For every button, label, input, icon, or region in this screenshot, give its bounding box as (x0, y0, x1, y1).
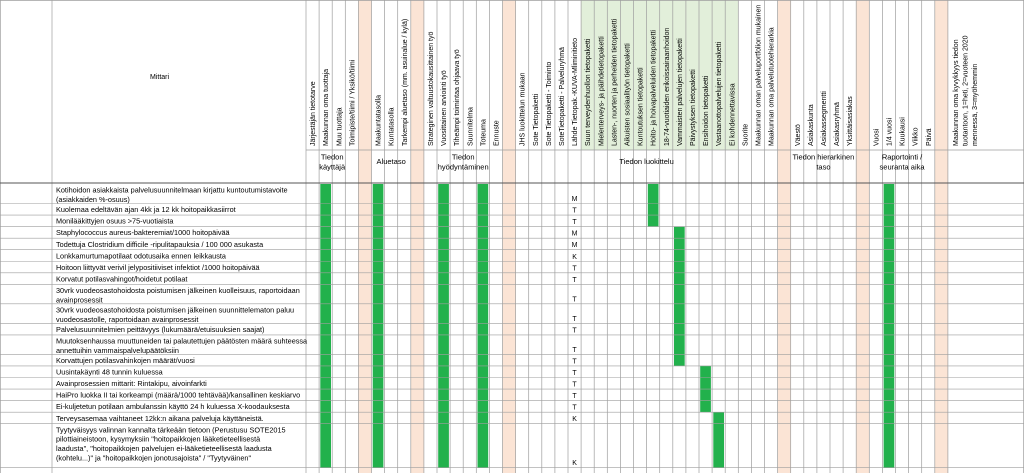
column-header-label: Maakunnan oma palvelutuotehierarkia (768, 27, 776, 146)
green-cell (674, 273, 685, 285)
column-header-label: Mielenterveys- ja päihdetietopaketti (598, 36, 606, 146)
column-header-label: Toteuma (480, 119, 488, 146)
row-label: HaiPro luokka II tai korkeampi (määrä/1000 tehtävää)/kansallinen keskiarvo (56, 390, 301, 400)
green-cell (438, 412, 449, 424)
green-cell (478, 378, 489, 390)
green-cell (884, 238, 895, 250)
green-cell (674, 261, 685, 273)
green-cell (884, 424, 895, 468)
green-cell (320, 227, 331, 239)
row-label: 30vrk vuodeosastohoidosta poistumisen jälkeinen kuolleisuus, raportoidaan (56, 285, 300, 295)
green-cell (320, 354, 331, 366)
column-background (856, 0, 869, 473)
green-cell (884, 204, 895, 216)
green-cell (438, 238, 449, 250)
source-mark: T (572, 404, 577, 412)
green-cell (648, 215, 659, 227)
column-header-label: Väestö (794, 124, 802, 146)
column-header-label: Suunnitelma (467, 107, 475, 146)
source-mark: M (571, 242, 578, 250)
source-mark: T (572, 393, 577, 401)
green-cell (320, 424, 331, 468)
table-row (56, 425, 286, 462)
group-label-line: Tiedon hierarkinen (792, 152, 855, 162)
green-cell (884, 215, 895, 227)
row-label: Korvattujen potilasvahinkojen määrät/vuosi (56, 356, 195, 365)
green-cell (373, 366, 384, 378)
green-cell (700, 389, 711, 401)
green-cell (373, 412, 384, 424)
green-cell (320, 238, 331, 250)
green-cell (674, 335, 685, 355)
green-cell (478, 204, 489, 216)
group-label (619, 157, 673, 166)
green-cell (884, 389, 895, 401)
green-cell (884, 273, 895, 285)
column-header-label: Kuukausi (899, 117, 907, 146)
source-mark: T (572, 346, 577, 354)
column-background (778, 0, 791, 473)
green-cell (478, 366, 489, 378)
row-label: Lonkkamurtumapotilaat odotusaika ennen leikkausta (56, 251, 226, 261)
green-cell (320, 366, 331, 378)
table-row (56, 368, 164, 377)
group-label (319, 153, 346, 172)
green-cell (320, 335, 331, 355)
row-label: Avainprosessien mittarit: Rintakipu, aivoinfarkti (56, 379, 207, 389)
source-mark: K (572, 416, 577, 424)
green-cell (373, 304, 384, 324)
column-background (935, 0, 948, 473)
green-cell (648, 184, 659, 204)
green-cell (438, 215, 449, 227)
row-label: pilottiaineistoon, kysymyksiin "hoitopaikkojen lääketieteellisestä (56, 434, 261, 444)
source-mark: K (572, 460, 577, 468)
green-cell (478, 412, 489, 424)
green-cell (884, 378, 895, 390)
green-cell (884, 401, 895, 413)
green-cell (373, 354, 384, 366)
green-cell (674, 250, 685, 262)
table-row (56, 240, 264, 249)
green-cell (478, 238, 489, 250)
green-cell (478, 323, 489, 335)
group-label-line: Aluetaso (376, 157, 406, 166)
green-cell (478, 227, 489, 239)
green-cell (373, 389, 384, 401)
column-header-label: SoteTietopaketti - Palveluryhmä (558, 47, 566, 146)
green-cell (373, 261, 384, 273)
green-cell (320, 261, 331, 273)
column-header-label: Vuosi (873, 128, 881, 146)
row-label: Palvelusuunnitelmien peittävyys (lukumäärä/etuisuuksien saajat) (56, 324, 265, 334)
table-row (56, 186, 288, 204)
source-mark: T (572, 296, 577, 304)
green-cell (438, 227, 449, 239)
group-label-line: Tiedon luokittelu (619, 157, 674, 166)
row-label: Korvatut potilasvahingot/hoidetut potilaat (56, 274, 188, 284)
row-label: Staphylococcus aureus-bakteremiat/1000 hoitopäivää (56, 228, 230, 238)
column-header-label: Maakuntatasolla (375, 95, 383, 146)
green-cell (373, 238, 384, 250)
source-mark: M (571, 230, 578, 238)
column-header-label: Lasten-, nuorten ja perheiden tietopaketti (611, 18, 619, 146)
green-cell (884, 354, 895, 366)
green-cell (373, 378, 384, 390)
green-cell (648, 204, 659, 216)
row-label: Monilääkittyjen osuus >75-vuotiaista (56, 216, 174, 226)
green-cell (320, 273, 331, 285)
column-header-label: Lähde Tietopak.-KUVA-Mliminitieto (572, 37, 580, 146)
group-label-line: Tiedon (451, 152, 475, 162)
source-mark: M (571, 196, 578, 203)
column-header-line: Maakunnan oma kyvykkyys tiedon (952, 39, 960, 146)
source-mark: T (572, 315, 577, 323)
green-cell (438, 389, 449, 401)
source-mark: T (572, 327, 577, 335)
row-label: (asiakkaiden %-osuus) (56, 195, 130, 204)
green-cell (884, 250, 895, 262)
column-header-label: 18-74-vuotiaiden erikoissairaanhoidon (663, 27, 671, 146)
source-mark: T (572, 370, 577, 377)
corner-label: Mittari (150, 74, 170, 81)
column-header-line: tuotantoon, 1=heti, 2=vuoteen 2020 (962, 35, 970, 146)
row-label: 30vrk vuodeosastohoidosta poistumisen jälkeinen suunnittelematon paluu (56, 305, 295, 315)
green-cell (320, 401, 331, 413)
row-label: avainprosessit (56, 295, 103, 305)
green-cell (674, 323, 685, 335)
green-cell (478, 335, 489, 355)
column-header-label: Toimipiste/tiimi / Yksikö/tiimi (349, 59, 357, 146)
row-label: (kohtelu...)" ja "hoitopaikkojen jonotusajoista" / "Tyytyväinen" (56, 453, 252, 463)
column-header-label: Asiakaskunta (807, 104, 815, 146)
row-label: Terveysasemaa vaihtaneet 12kk:n aikana palveluja käyttäneistä. (56, 413, 264, 423)
green-cell (320, 323, 331, 335)
column-header-line: mennessä, 3=myöhemmin (971, 63, 979, 146)
green-cell (373, 250, 384, 262)
green-cell (320, 378, 331, 390)
green-cell (373, 284, 384, 304)
group-label-line: seuranta aika (879, 162, 925, 172)
table-row (56, 305, 294, 323)
green-cell (438, 323, 449, 335)
table-row (56, 263, 261, 272)
row-label: Kuolemaa edeltävän ajan 4kk ja 12 kk hoitopaikkasiirrot (56, 205, 236, 215)
column-header-label: Vastaanottopalvelujen tietopaketti (716, 41, 724, 146)
green-cell (674, 284, 685, 304)
table-row (56, 251, 227, 260)
green-cell (478, 304, 489, 324)
column-header-label: Suorite (742, 123, 750, 146)
green-cell (320, 250, 331, 262)
column-header-label: Viikko (912, 127, 920, 146)
source-mark: T (572, 219, 577, 227)
group-label-line: hyödyntäminen (437, 162, 489, 172)
green-cell (700, 366, 711, 378)
column-header-label: Suun terveydenhuollon tietopaketti (585, 38, 593, 146)
group-label-line: Raportointi / (881, 152, 923, 162)
column-background (358, 0, 371, 473)
group-label-line: käyttäjä (319, 162, 346, 172)
green-cell (438, 366, 449, 378)
green-cell (438, 204, 449, 216)
green-cell (438, 401, 449, 413)
column-header-label: Vammaisten palvelujen tietopaketti (676, 38, 684, 146)
table-row (56, 391, 300, 400)
green-cell (438, 335, 449, 355)
green-cell (320, 412, 331, 424)
green-cell (438, 250, 449, 262)
green-cell (478, 273, 489, 285)
source-mark: T (572, 207, 577, 215)
column-header-label: Ensihoidon tietopaketti (703, 75, 711, 146)
row-label: Tyytyväisyys valinnan kannalta tärkeään tietoon (Perustusu SOTE2015 (56, 425, 286, 435)
row-label: Uusintakäynti 48 tunnin kuluessa (56, 367, 163, 377)
table-row (56, 414, 264, 423)
green-cell (478, 424, 489, 468)
green-cell (884, 304, 895, 324)
green-cell (700, 401, 711, 413)
group-label (377, 157, 406, 166)
column-header-label: Sote Tietopaketti - Toiminto (545, 61, 553, 146)
green-cell (674, 354, 685, 366)
column-header-label: Vuosittainen arviointi työ (441, 70, 449, 146)
green-cell (884, 335, 895, 355)
column-header-label: Päivystyksen tietopaketti (689, 69, 697, 146)
table-row (56, 205, 236, 214)
green-cell (373, 401, 384, 413)
row-label: Muutoksenhaussa muuttuneiden tai palautettujen päätösten määrä suhteessa (56, 336, 308, 346)
column-header-label: Asiakassegmentti (820, 91, 828, 146)
green-cell (320, 184, 331, 204)
column-header-label: Sote Tietopaketti (532, 93, 540, 146)
green-cell (478, 401, 489, 413)
row-label: annettuihin vammaispalvelupäätöksiin (56, 345, 179, 355)
column-header-label: Kuntatasolla (388, 107, 396, 146)
column-header-label: Ei kohdennettavissa (729, 83, 737, 146)
table-row (56, 356, 195, 365)
green-cell (884, 261, 895, 273)
column-header-label: Järjestäjän tietotarve (310, 81, 318, 146)
column-header-label: Tarkempi aluetaso (mm. asuinalue / kylä) (401, 18, 409, 146)
green-cell (373, 323, 384, 335)
column-header-label: Kuntoutuksen tietopaketti (637, 67, 645, 146)
table-row (56, 325, 264, 334)
green-cell (438, 304, 449, 324)
group-label (438, 153, 489, 172)
column-header-label: 1/4 vuosi (886, 117, 894, 146)
table-row (56, 379, 207, 388)
green-cell (373, 204, 384, 216)
green-cell (884, 412, 895, 424)
green-cell (713, 424, 724, 468)
source-mark: T (572, 358, 577, 366)
row-label: vuodeosastolle, raportoidaan avainprosessit (56, 314, 199, 324)
column-header-label (953, 35, 979, 146)
green-cell (674, 304, 685, 324)
column-header-label: Päivä (925, 128, 933, 146)
green-cell (373, 184, 384, 204)
green-cell (478, 261, 489, 273)
green-cell (438, 284, 449, 304)
green-cell (320, 304, 331, 324)
green-cell (884, 323, 895, 335)
column-header-label: Strateginen valtuustokausittainen työ (427, 31, 435, 146)
source-mark: T (572, 276, 577, 284)
column-header-label: Asiakasryhmä (834, 102, 842, 146)
green-cell (438, 184, 449, 204)
green-cell (674, 227, 685, 239)
green-cell (478, 354, 489, 366)
green-cell (884, 284, 895, 304)
row-label: Todettuja Clostridium difficile -ripulitapauksia / 100 000 asukasta (56, 239, 264, 249)
column-header-label: Hoito- ja hoivapalveluiden tietopaketti (650, 30, 658, 146)
table-row (56, 274, 187, 283)
column-header-label: Tiheämpi toimintaa ohjaava työ (454, 49, 462, 146)
green-cell (320, 204, 331, 216)
green-cell (373, 335, 384, 355)
table-row (56, 217, 174, 226)
table-row (56, 228, 231, 237)
table-row (56, 337, 308, 355)
column-background (411, 0, 424, 473)
green-cell (373, 215, 384, 227)
green-cell (438, 354, 449, 366)
green-cell (884, 366, 895, 378)
green-cell (478, 389, 489, 401)
green-cell (713, 412, 724, 424)
green-cell (438, 261, 449, 273)
green-cell (320, 389, 331, 401)
green-cell (478, 184, 489, 204)
source-mark: T (572, 381, 577, 389)
green-cell (373, 227, 384, 239)
green-cell (320, 215, 331, 227)
table-row (56, 402, 291, 411)
green-cell (478, 250, 489, 262)
row-label: Kotihoidon asiakkaista palvelusuunnitelmaan kirjattu kuntoutumistavoite (56, 185, 288, 195)
column-header-label: Ennuste (493, 120, 501, 146)
green-cell (438, 273, 449, 285)
group-label (793, 153, 855, 172)
group-label (880, 153, 926, 172)
source-mark: K (572, 253, 577, 261)
green-cell (478, 284, 489, 304)
green-cell (438, 424, 449, 468)
column-header-label: Maakunnan oman palveluportfolion mukainen (755, 4, 763, 146)
group-label-line: Tiedon (320, 152, 344, 162)
source-mark: T (572, 265, 577, 273)
green-cell (438, 378, 449, 390)
column-header-label: Muu tuottaja (336, 107, 344, 146)
row-label: Ei-kuljetetun potilaan ambulanssin käyttö 24 h kuluessa X-koodauksesta (56, 402, 290, 412)
row-label: Hoitoon liittyvät verivil jelypositiiviset infektiot /1000 hoitopäivää (56, 262, 260, 272)
green-cell (884, 227, 895, 239)
column-header-label: Aikuisten sosiaalityön tietopaketti (624, 43, 632, 146)
green-cell (478, 215, 489, 227)
group-label-line: taso (816, 162, 831, 172)
green-cell (373, 424, 384, 468)
column-background (503, 0, 516, 473)
column-header-label: Yksittäisasiakas (847, 96, 855, 146)
green-cell (373, 273, 384, 285)
green-cell (884, 184, 895, 204)
table-row (56, 286, 300, 304)
green-cell (674, 238, 685, 250)
column-header-label: Maakunnan oma tuottaja (323, 68, 331, 146)
green-cell (320, 284, 331, 304)
row-label: laadusta", "hoitopaikkojen palvelujen ei-lääketieteellisestä laadusta (56, 444, 272, 454)
green-cell (700, 378, 711, 390)
column-header-label: JHS luokittelun mukaan (519, 72, 527, 146)
